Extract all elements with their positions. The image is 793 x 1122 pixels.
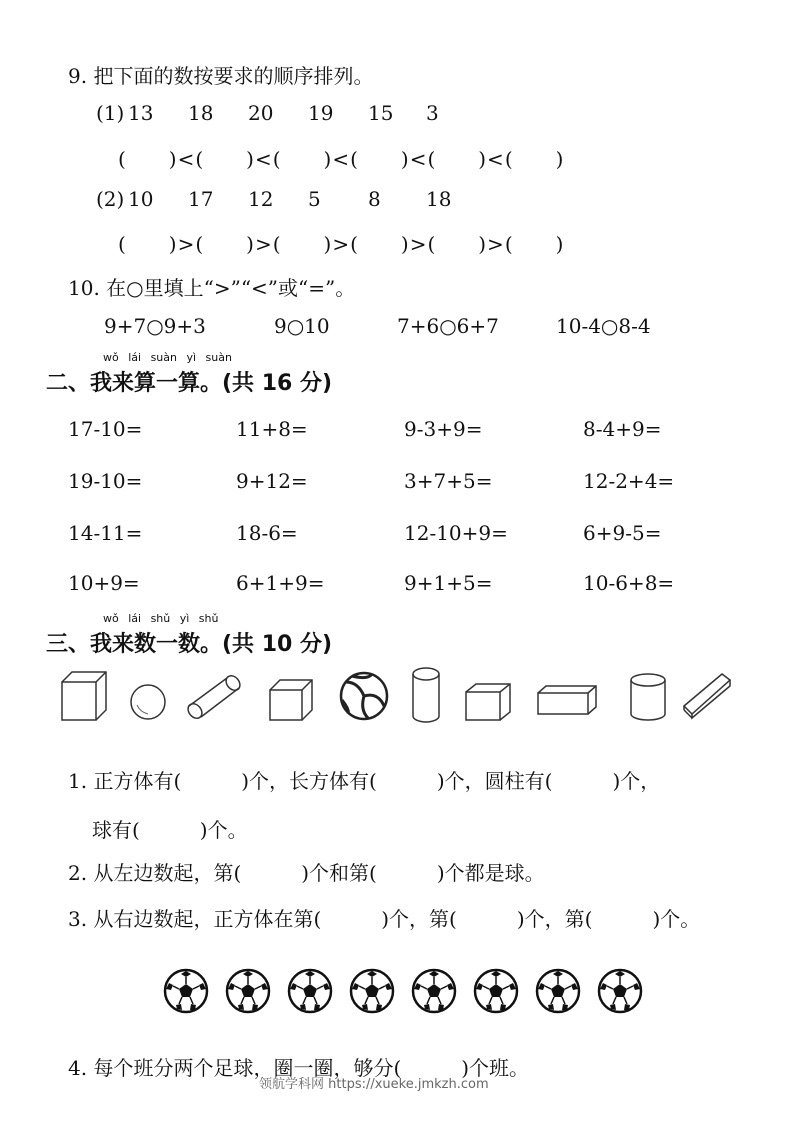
q10-item-2: 9○10 — [274, 314, 330, 338]
q9-part2-number: 18 — [426, 187, 452, 211]
sec2-pinyin: wǒ lái suàn yì suàn — [103, 351, 232, 364]
q9-part1-number: 20 — [248, 101, 274, 125]
sec3-q2: 2. 从左边数起，第( )个和第( )个都是球。 — [68, 861, 545, 885]
calc-item: 12-10+9= — [404, 521, 508, 545]
q9-title: 9. 把下面的数按要求的顺序排列。 — [68, 64, 374, 88]
soccer-ball-icon — [225, 968, 271, 1014]
sec3-pinyin: wǒ lái shǔ yì shǔ — [103, 612, 219, 625]
cylinder-icon — [628, 672, 668, 722]
cylinder-tall-icon — [410, 666, 442, 724]
sec3-title: 三、我来数一数。(共 10 分) — [46, 632, 333, 657]
q10-item-3: 7+6○6+7 — [397, 314, 499, 338]
q9-part1-blanks: ( )<( )<( )<( )<( )<( ) — [118, 147, 565, 171]
sec3-q1-line2: 球有( )个。 — [92, 818, 248, 842]
q9-part1-label: (1) — [96, 101, 125, 125]
volleyball-icon — [338, 670, 390, 722]
sec3-q1-line1: 1. 正方体有( )个，长方体有( )个，圆柱有( )个， — [68, 769, 661, 793]
calc-item: 10+9= — [68, 571, 140, 595]
q9-part2-number: 17 — [188, 187, 214, 211]
q9-part2-label: (2) — [96, 187, 125, 211]
calc-item: 18-6= — [236, 521, 298, 545]
sec2-title: 二、我来算一算。(共 16 分) — [46, 371, 333, 396]
footer-watermark: 领航学科网 https://xueke.jmkzh.com — [259, 1077, 489, 1092]
calc-item: 3+7+5= — [404, 469, 493, 493]
cube-icon — [268, 678, 314, 722]
q10-title: 10. 在○里填上“>”“<”或“=”。 — [68, 276, 356, 300]
calc-item: 9+1+5= — [404, 571, 493, 595]
calc-item: 10-6+8= — [583, 571, 675, 595]
calc-item: 9-3+9= — [404, 417, 483, 441]
cuboid-icon — [536, 684, 598, 716]
q9-part2-number: 5 — [308, 187, 321, 211]
q9-part1-number: 3 — [426, 101, 439, 125]
q10-item-1: 9+7○9+3 — [104, 314, 206, 338]
calc-item: 6+9-5= — [583, 521, 662, 545]
q9-part2-blanks: ( )>( )>( )>( )>( )>( ) — [118, 232, 565, 256]
cuboid-slanted-icon — [682, 670, 734, 720]
soccer-ball-icon — [349, 968, 395, 1014]
calc-item: 11+8= — [236, 417, 308, 441]
soccer-ball-icon — [473, 968, 519, 1014]
q9-part1-number: 15 — [368, 101, 394, 125]
q9-part1-number: 19 — [308, 101, 334, 125]
calc-item: 9+12= — [236, 469, 308, 493]
q10-item-4: 10-4○8-4 — [556, 314, 651, 338]
cylinder-lying-icon — [186, 674, 244, 722]
calc-item: 19-10= — [68, 469, 143, 493]
q9-part1-number: 18 — [188, 101, 214, 125]
calc-item: 12-2+4= — [583, 469, 675, 493]
sec3-q3: 3. 从右边数起，正方体在第( )个，第( )个，第( )个。 — [68, 907, 701, 931]
q9-part2-number: 12 — [248, 187, 274, 211]
calc-item: 8-4+9= — [583, 417, 662, 441]
calc-item: 17-10= — [68, 417, 143, 441]
soccer-ball-icon — [597, 968, 643, 1014]
q9-part2-number: 8 — [368, 187, 381, 211]
calc-item: 14-11= — [68, 521, 143, 545]
calc-item: 6+1+9= — [236, 571, 325, 595]
q9-part2-number: 10 — [128, 187, 154, 211]
cube-icon — [464, 682, 512, 722]
sphere-icon — [128, 682, 168, 722]
soccer-ball-icon — [287, 968, 333, 1014]
q9-part1-number: 13 — [128, 101, 154, 125]
soccer-ball-icon — [535, 968, 581, 1014]
cube-icon — [60, 668, 108, 724]
sec3-q4: 4. 每个班分两个足球，圈一圈，够分( )个班。 — [68, 1056, 530, 1080]
soccer-ball-icon — [411, 968, 457, 1014]
soccer-ball-icon — [163, 968, 209, 1014]
